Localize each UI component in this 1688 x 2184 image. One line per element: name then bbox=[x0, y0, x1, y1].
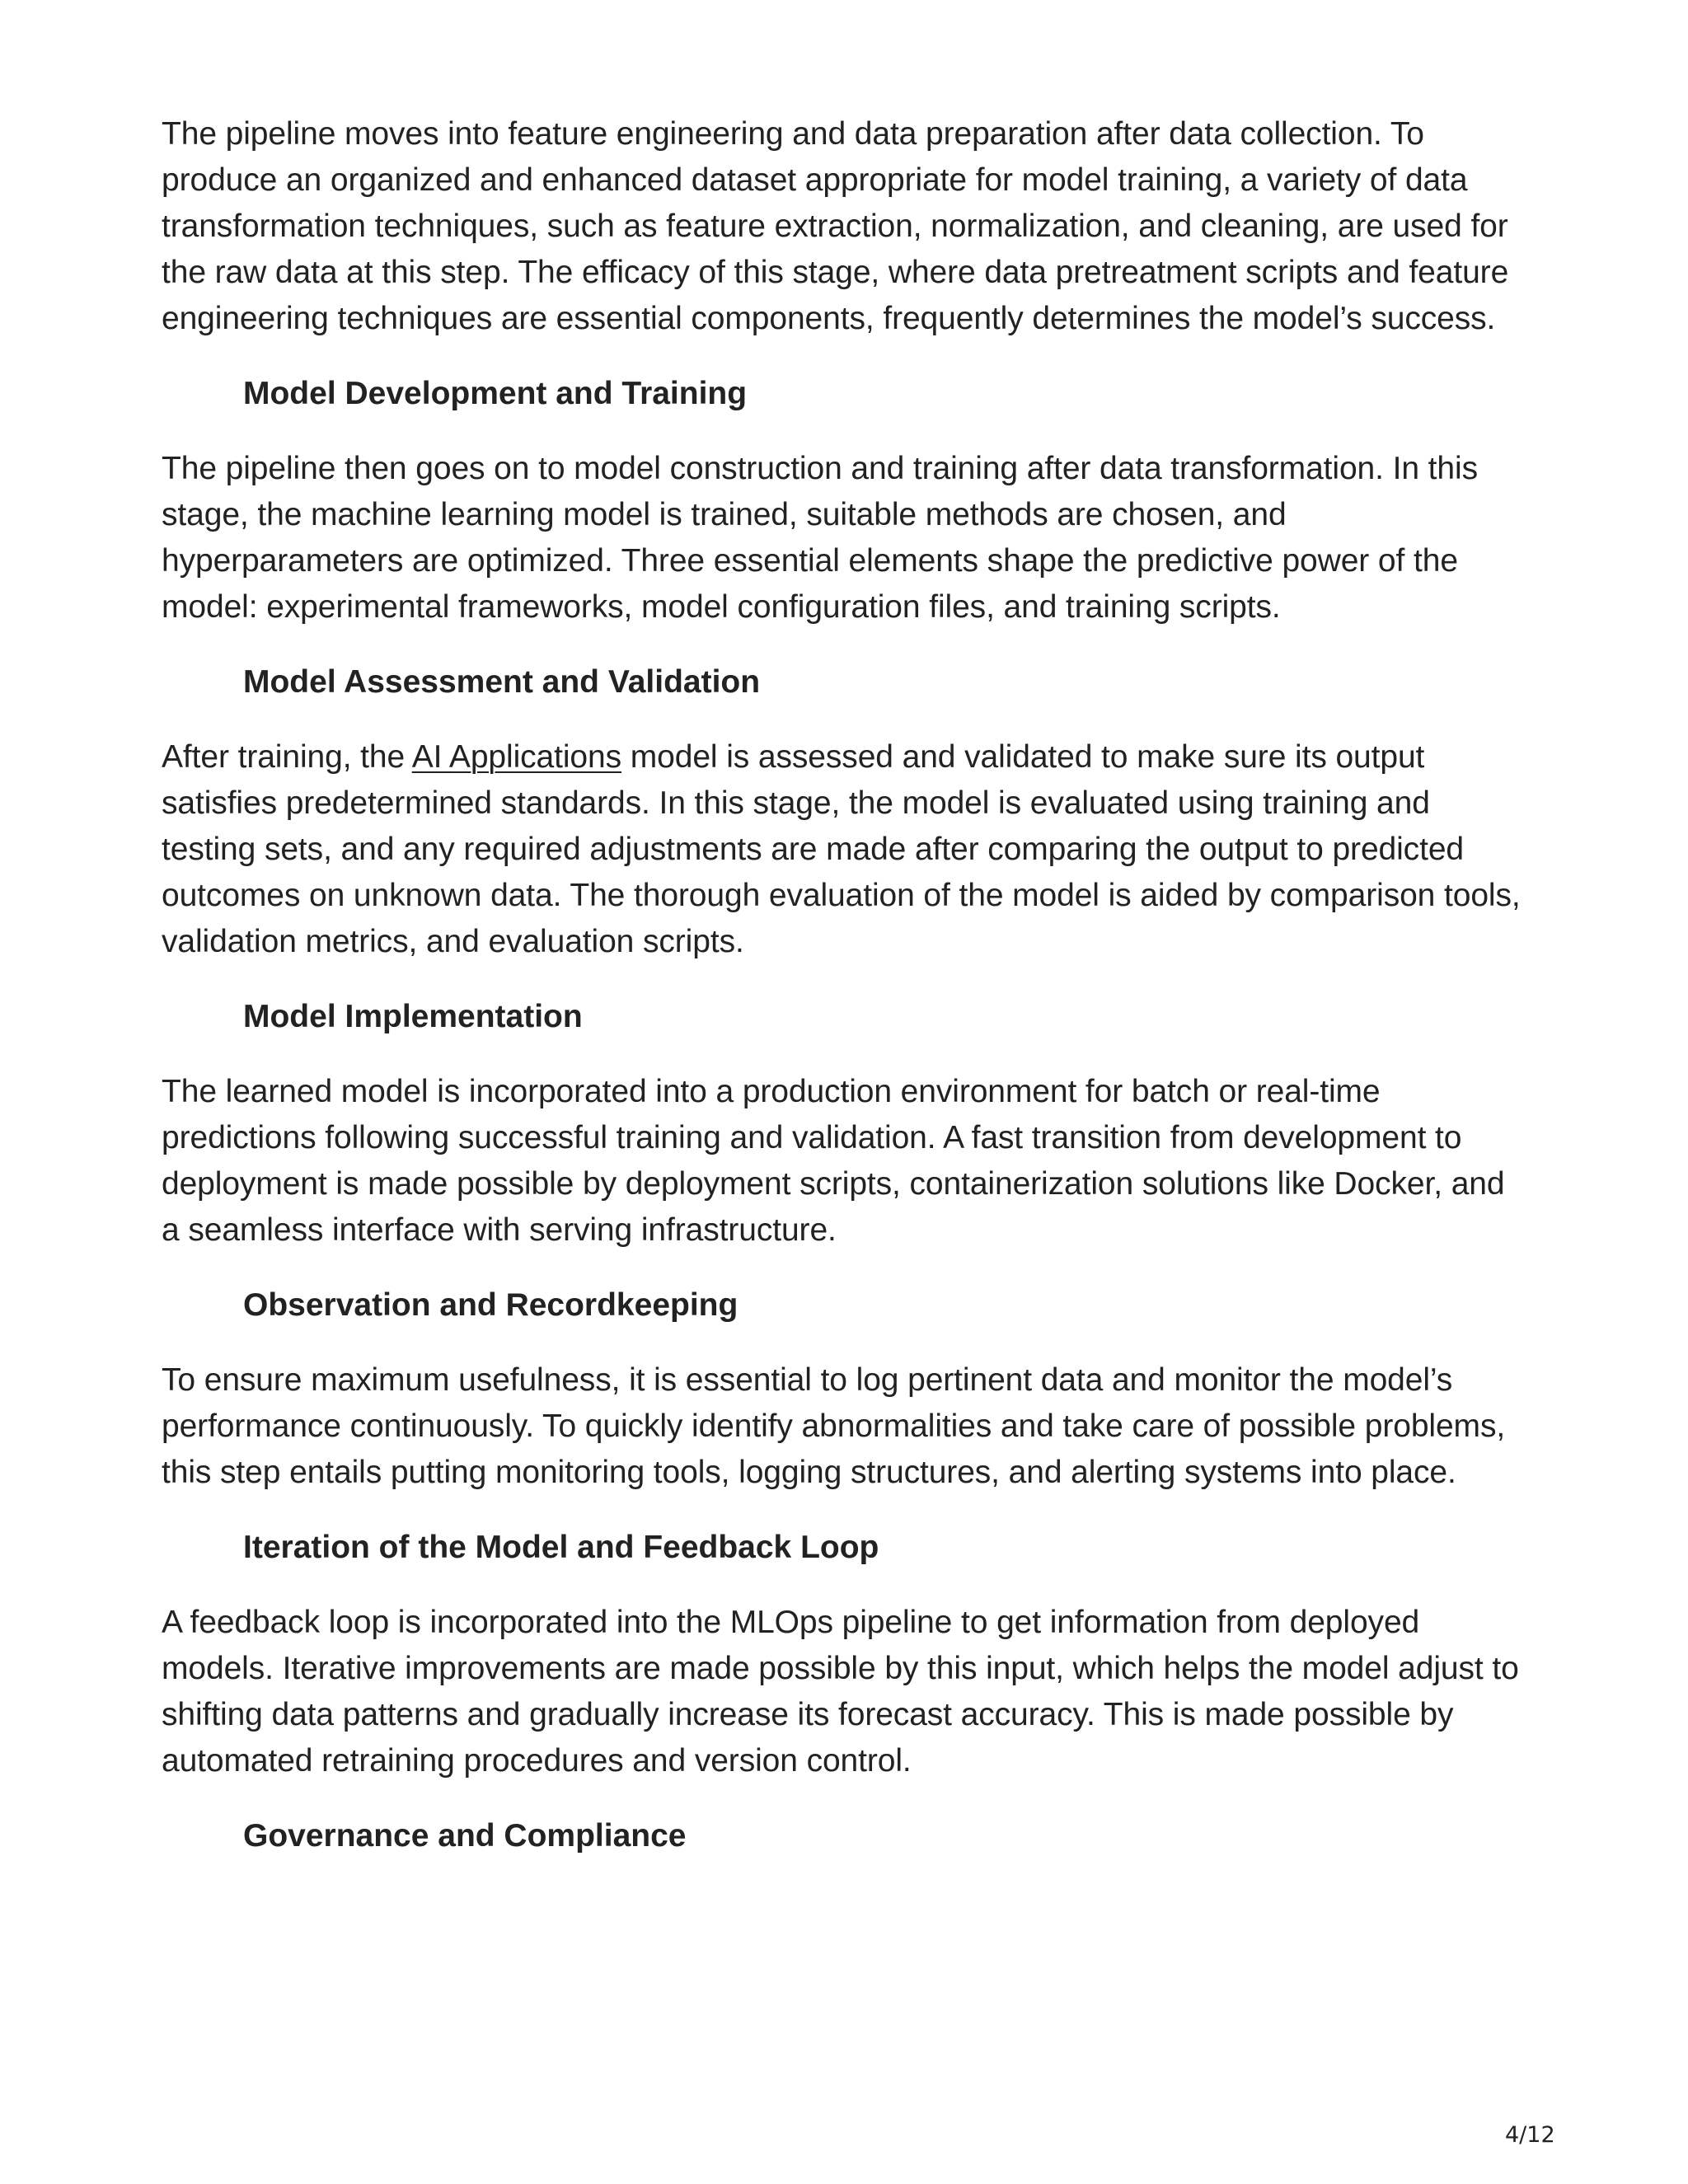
heading-model-assessment: Model Assessment and Validation bbox=[243, 664, 761, 700]
paragraph-model-implementation: The learned model is incorporated into a production environment for batch or real-time predictions following successful training and validation. A fast transition from development to deployment is made possible by deployment scripts, containerization solutions like Docker, and a seamless interface with serving infrastructure. bbox=[162, 1074, 1505, 1248]
paragraph-iteration-feedback: A feedback loop is incorporated into the MLOps pipeline to get information from deployed models. Iterative improvements are made possible by this input, which helps the model adjust to shifting data patterns and gradually increase its forecast accuracy. This is made possible by automated retraining procedures and version control. bbox=[162, 1605, 1519, 1779]
intro-paragraph: The pipeline moves into feature engineering and data preparation after data collection. To produce an organized and enhanced dataset appropriate for model training, a variety of data transformation techniques, such as feature extraction, normalization, and cleaning, are used for the raw data at this step. The efficacy of this stage, where data pretreatment scripts and feature engineering techniques are essential components, frequently determines the model’s success. bbox=[162, 116, 1509, 336]
paragraph-model-assessment bbox=[162, 734, 1530, 965]
heading-governance-compliance: Governance and Compliance bbox=[243, 1818, 687, 1854]
ai-applications-link[interactable]: AI Applications bbox=[411, 739, 622, 775]
paragraph-observation-recordkeeping: To ensure maximum usefulness, it is essential to log pertinent data and monitor the model’s performance continuously. To quickly identify abnormalities and take care of possible problems, this step entails putting monitoring tools, logging structures, and alerting systems into place. bbox=[162, 1362, 1506, 1490]
assessment-text-after-link: model is assessed and validated to make sure its output satisfies predetermined standards. In this stage, the model is evaluated using training and testing sets, and any required adjustments are made after comparing the output to predicted outcomes on unknown data. The thorough evaluation of the model is aided by comparison tools, validation metrics, and evaluation scripts. bbox=[162, 739, 1521, 959]
paragraph-model-development: The pipeline then goes on to model construction and training after data transformation. In this stage, the machine learning model is trained, suitable methods are chosen, and hyperparameters are optimized. Three essential elements shape the predictive power of the model: experimental frameworks, model configuration files, and training scripts. bbox=[162, 451, 1478, 625]
assessment-text-before-link: After training, the bbox=[162, 739, 412, 775]
page-number: 4/12 bbox=[1505, 2122, 1555, 2148]
document-page bbox=[162, 111, 1530, 1859]
heading-observation-recordkeeping: Observation and Recordkeeping bbox=[243, 1287, 738, 1323]
heading-model-development: Model Development and Training bbox=[243, 376, 748, 411]
heading-iteration-feedback: Iteration of the Model and Feedback Loop bbox=[243, 1530, 879, 1565]
heading-model-implementation: Model Implementation bbox=[243, 999, 583, 1034]
